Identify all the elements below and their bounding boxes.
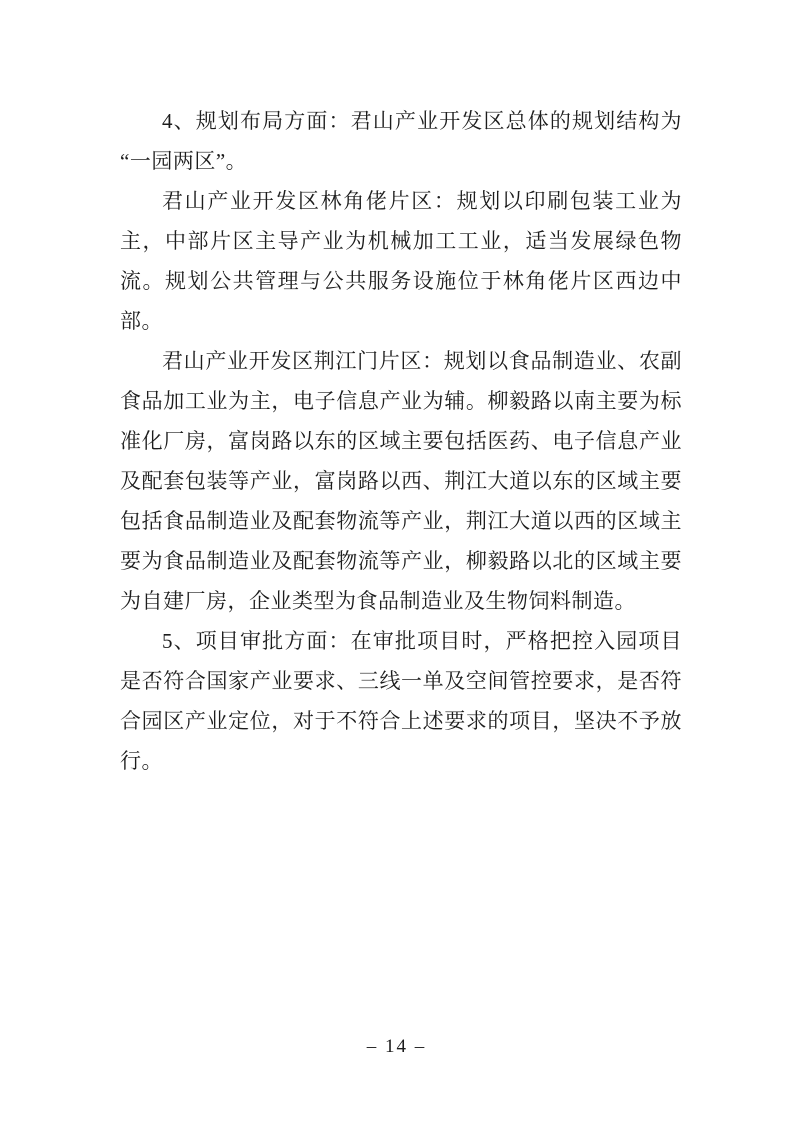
paragraph-linjiaolao-area: 君山产业开发区林角佬片区：规划以印刷包装工业为主，中部片区主导产业为机械加工工业，适当发展绿色物流。规划公共管理与公共服务设施位于林角佬片区西边中部。	[120, 189, 682, 333]
page-footer	[0, 1032, 793, 1062]
paragraph-planning-layout: 4、规划布局方面：君山产业开发区总体的规划结构为“一园两区”。	[120, 109, 682, 173]
paragraph-jingjiangmen-area: 君山产业开发区荆江门片区：规划以食品制造业、农副食品加工业为主，电子信息产业为辅。柳毅路以南主要为标准化厂房，富岗路以东的区域主要包括医药、电子信息产业及配套包装等产业，富岗路以西、荆江大道以东的区域主要包括食品制造业及配套物流等产业，荆江大道以西的区域主要为食品制造业及配套物流等产业，柳毅路以北的区域主要为自建厂房，企业类型为食品制造业及生物饲料制造。	[120, 349, 682, 613]
paragraph-project-approval: 5、项目审批方面：在审批项目时，严格把控入园项目是否符合国家产业要求、三线一单及空间管控要求，是否符合园区产业定位，对于不符合上述要求的项目，坚决不予放行。	[120, 629, 682, 773]
page-number: – 14 –	[366, 1036, 427, 1057]
document-body	[120, 101, 682, 781]
